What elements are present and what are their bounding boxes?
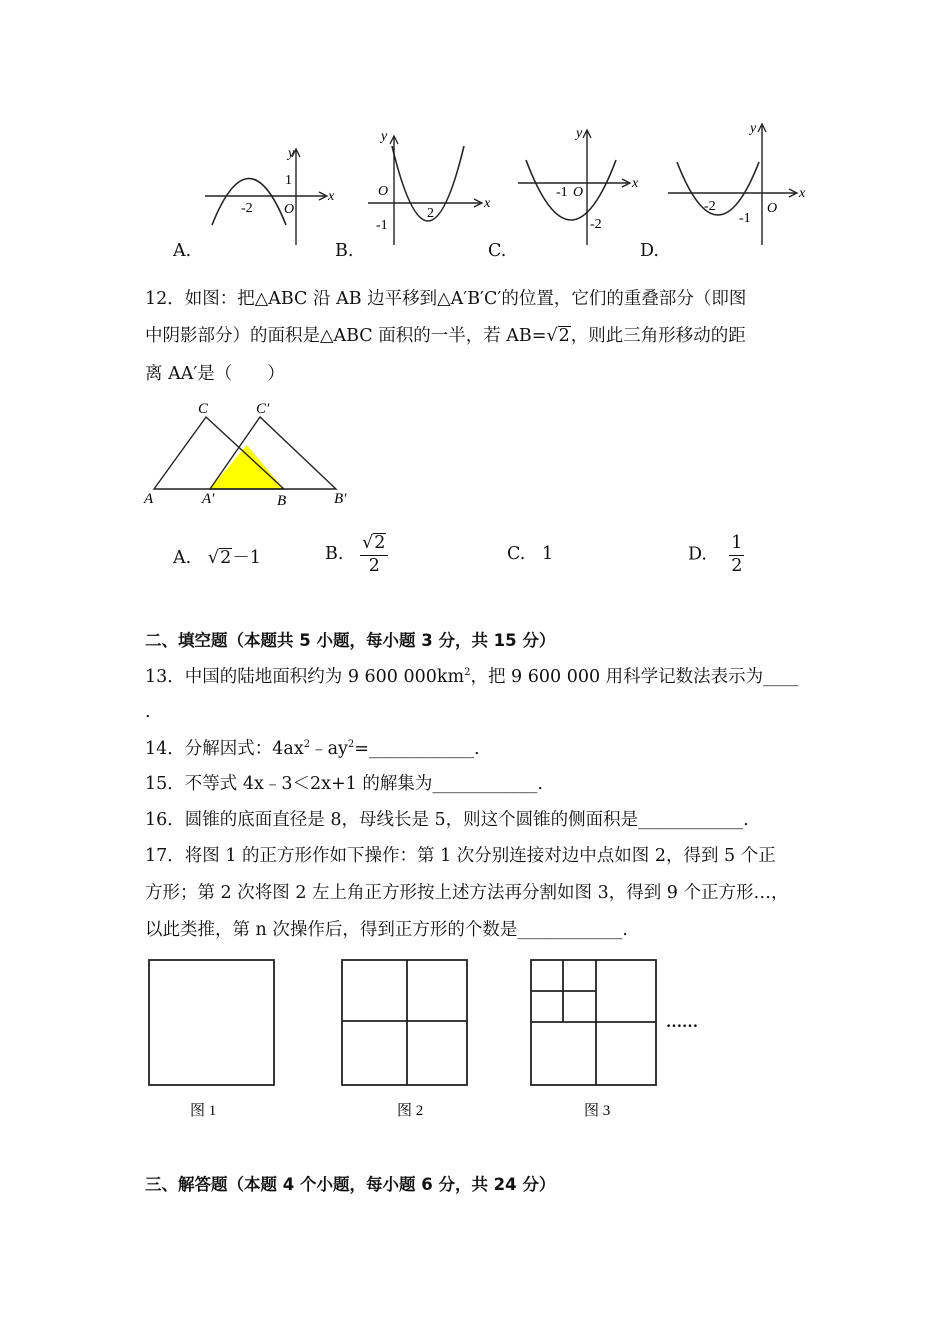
q17-line-1: 17．将图 1 的正方形作如下操作：第 1 次分别连接对边中点如图 2，得到 5 个正 bbox=[145, 846, 776, 866]
q14-pre: 14．分解因式：4ax bbox=[145, 739, 304, 759]
q12-root: 2 bbox=[558, 326, 570, 346]
q17-line-2: 方形；第 2 次将图 2 左上角正方形按上述方法再分割如图 3，得到 9 个正方形…， bbox=[145, 883, 789, 903]
graph-d bbox=[668, 121, 806, 245]
q12-line-1: 12．如图：把△ABC 沿 AB 边平移到△A′B′C′的位置，它们的重叠部分（即图 bbox=[145, 289, 747, 309]
q13-post: ，把 9 600 000 用科学记数法表示为____ bbox=[470, 667, 799, 687]
sqrt-icon: √ bbox=[362, 533, 374, 553]
q13-line bbox=[145, 663, 798, 688]
shaded-overlap bbox=[210, 445, 284, 489]
graph-c-tick-2: -2 bbox=[590, 217, 602, 232]
graph-a-x-label: x bbox=[328, 189, 335, 204]
figure-2 bbox=[342, 960, 467, 1085]
q17-figures bbox=[140, 950, 720, 1130]
q12-triangle-figure bbox=[130, 395, 370, 515]
q12-option-c-value: 1 bbox=[542, 544, 554, 564]
graph-b-x-label: x bbox=[484, 196, 491, 211]
q12-option-a-label: A. bbox=[173, 548, 192, 568]
q15-line: 15．不等式 4x﹣3＜2x+1 的解集为____________. bbox=[145, 774, 543, 794]
q12-option-a-rest: －1 bbox=[232, 548, 261, 568]
q12-option-b-den: 2 bbox=[368, 556, 380, 577]
graph-b bbox=[368, 129, 491, 245]
q12-option-b-num: 2 bbox=[374, 533, 386, 553]
q12-option-a-root: 2 bbox=[220, 548, 232, 568]
q17-line-3: 以此类推，第 n 次操作后，得到正方形的个数是____________. bbox=[145, 920, 628, 940]
graph-a bbox=[205, 146, 335, 245]
q11-option-b-label: B. bbox=[335, 241, 354, 261]
graph-c-x-label: x bbox=[632, 176, 639, 191]
figure-3-label: 图 3 bbox=[584, 1103, 611, 1119]
q12-option-b bbox=[325, 533, 388, 576]
graph-c bbox=[518, 126, 639, 245]
graph-a-tick-1: 1 bbox=[285, 173, 292, 188]
graph-d-y-label: y bbox=[750, 121, 757, 136]
graph-a-tick-2: -2 bbox=[241, 201, 253, 216]
graph-b-origin: O bbox=[378, 184, 389, 199]
section-3-title: 三、解答题（本题 4 个小题，每小题 6 分，共 24 分） bbox=[145, 1175, 556, 1194]
figure-3 bbox=[531, 960, 656, 1085]
graph-b-tick-2: 2 bbox=[427, 206, 434, 221]
figure-1-square bbox=[149, 960, 274, 1085]
q12-option-d-den: 2 bbox=[731, 555, 743, 576]
q17-continuation-dots: …… bbox=[666, 1014, 698, 1031]
q11-option-d-label: D. bbox=[640, 241, 659, 261]
q16-line: 16．圆锥的底面直径是 8，母线长是 5，则这个圆锥的侧面积是____________. bbox=[145, 810, 749, 830]
q12-line-2-post: ，则此三角形移动的距 bbox=[570, 326, 746, 346]
graph-c-y-label: y bbox=[576, 126, 583, 141]
graph-c-tick-1: -1 bbox=[556, 185, 568, 200]
graph-b-tick-1: -1 bbox=[376, 218, 388, 233]
q11-graphs bbox=[0, 0, 950, 270]
q12-option-c-label: C. bbox=[507, 544, 526, 564]
q12-option-a bbox=[173, 544, 261, 569]
graph-d-origin: O bbox=[767, 201, 778, 216]
label-b-prime: B′ bbox=[334, 491, 347, 507]
sqrt-icon: √ bbox=[207, 548, 220, 568]
q14-sup-2: 2 bbox=[347, 739, 355, 751]
q12-option-d-num: 1 bbox=[729, 535, 744, 556]
sqrt-icon: √ bbox=[546, 326, 558, 346]
q13-continuation: . bbox=[145, 702, 151, 722]
q13-pre: 13．中国的陆地面积约为 9 600 000km bbox=[145, 667, 465, 687]
label-b: B bbox=[277, 493, 287, 509]
label-c: C bbox=[198, 401, 209, 417]
q12-option-c bbox=[507, 544, 553, 564]
graph-a-origin: O bbox=[284, 202, 295, 217]
label-c-prime: C′ bbox=[256, 401, 270, 417]
q12-option-b-label: B. bbox=[325, 543, 344, 564]
q12-line-2-pre: 中阴影部分）的面积是△ABC 面积的一半，若 AB= bbox=[145, 326, 547, 346]
q14-post: =____________. bbox=[354, 739, 480, 759]
q11-option-c-label: C. bbox=[488, 241, 507, 261]
q14-line bbox=[145, 735, 480, 760]
q11-option-a-label: A. bbox=[173, 241, 192, 261]
q12-option-b-fraction bbox=[360, 533, 388, 576]
q13-sup: 2 bbox=[464, 667, 471, 679]
q14-mid: ﹣ay bbox=[310, 739, 348, 759]
q12-option-d bbox=[688, 535, 744, 575]
graph-a-y-label: y bbox=[288, 146, 295, 161]
graph-d-tick-1: -2 bbox=[704, 199, 716, 214]
q12-line-3: 离 AA′是（ ） bbox=[145, 364, 285, 384]
q12-option-d-fraction bbox=[729, 535, 744, 575]
figure-2-label: 图 2 bbox=[397, 1103, 424, 1119]
graph-c-origin: O bbox=[573, 185, 584, 200]
label-a: A bbox=[144, 491, 154, 507]
section-2-title: 二、填空题（本题共 5 小题，每小题 3 分，共 15 分） bbox=[145, 631, 556, 650]
q12-line-2 bbox=[145, 322, 746, 347]
q14-sup-1: 2 bbox=[303, 739, 311, 751]
graph-b-y-label: y bbox=[381, 129, 388, 144]
label-a-prime: A′ bbox=[202, 491, 215, 507]
figure-1-label: 图 1 bbox=[190, 1103, 217, 1119]
graph-d-tick-2: -1 bbox=[739, 211, 751, 226]
graph-d-x-label: x bbox=[799, 186, 806, 201]
q12-option-d-label: D. bbox=[688, 544, 707, 565]
